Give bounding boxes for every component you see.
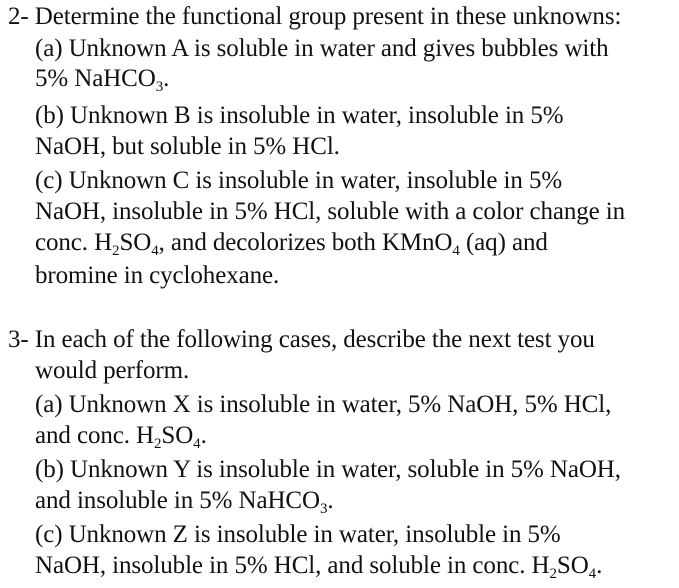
question-2a-line-2 bbox=[35, 64, 169, 94]
q2c-subscript-3: 4 bbox=[452, 243, 460, 259]
question-3a-line-2 bbox=[35, 421, 207, 451]
question-3-heading-line-1: 3- In each of the following cases, describe the next test you bbox=[8, 326, 595, 353]
q3a-subscript-1: 2 bbox=[154, 436, 162, 452]
q3c-subscript-2: 4 bbox=[588, 566, 597, 582]
q2c-text-3: , and decolorizes both KMnO bbox=[158, 229, 453, 256]
q2c-text-4: (aq) and bbox=[459, 229, 548, 256]
q3c-subscript-1: 2 bbox=[549, 566, 557, 582]
question-2c-line-2: NaOH, insoluble in 5% HCl, soluble with a color change in bbox=[35, 198, 626, 225]
question-3c-line-1: (c) Unknown Z is insoluble in water, insoluble in 5% bbox=[35, 521, 561, 548]
q3a-period: . bbox=[200, 422, 207, 449]
question-2c-line-1: (c) Unknown C is insoluble in water, insoluble in 5% bbox=[35, 167, 563, 194]
question-3b-line-2 bbox=[35, 486, 334, 516]
question-3b-line-1: (b) Unknown Y is insoluble in water, soluble in 5% NaOH, bbox=[35, 456, 621, 483]
question-2-heading: 2- Determine the functional group present in these unknowns: bbox=[8, 3, 622, 30]
q3b-text: and insoluble in 5% NaHCO bbox=[35, 487, 320, 514]
q3b-subscript: 3 bbox=[319, 501, 328, 517]
question-2a-line-1: (a) Unknown A is soluble in water and gives bubbles with bbox=[35, 35, 609, 62]
question-3c-line-2 bbox=[35, 551, 602, 581]
q2c-text-1: conc. H bbox=[35, 229, 113, 256]
q3c-text-1: NaOH, insoluble in 5% HCl, and soluble in conc. H bbox=[35, 552, 550, 579]
q2c-subscript-1: 2 bbox=[112, 243, 120, 259]
q2c-subscript-2: 4 bbox=[151, 243, 159, 259]
q3b-period: . bbox=[327, 487, 334, 514]
q2c-text-2: SO bbox=[119, 229, 152, 256]
question-2b-line-1: (b) Unknown B is insoluble in water, insoluble in 5% bbox=[35, 102, 564, 129]
question-3-heading-line-2: would perform. bbox=[35, 357, 190, 384]
q2a-subscript: 3 bbox=[155, 79, 164, 95]
q2a-text: 5% NaHCO bbox=[35, 65, 156, 92]
question-2b-line-2: NaOH, but soluble in 5% HCl. bbox=[35, 133, 340, 160]
q3a-subscript-2: 4 bbox=[193, 436, 201, 452]
q3c-period: . bbox=[596, 552, 603, 579]
q2a-period: . bbox=[163, 65, 170, 92]
question-3a-line-1: (a) Unknown X is insoluble in water, 5% NaOH, 5% HCl, bbox=[35, 391, 612, 418]
question-2c-line-3 bbox=[35, 228, 548, 258]
q3a-text-2: SO bbox=[161, 422, 194, 449]
q3a-text-1: and conc. H bbox=[35, 422, 154, 449]
q3c-text-2: SO bbox=[556, 552, 589, 579]
question-2c-line-4: bromine in cyclohexane. bbox=[35, 262, 280, 289]
